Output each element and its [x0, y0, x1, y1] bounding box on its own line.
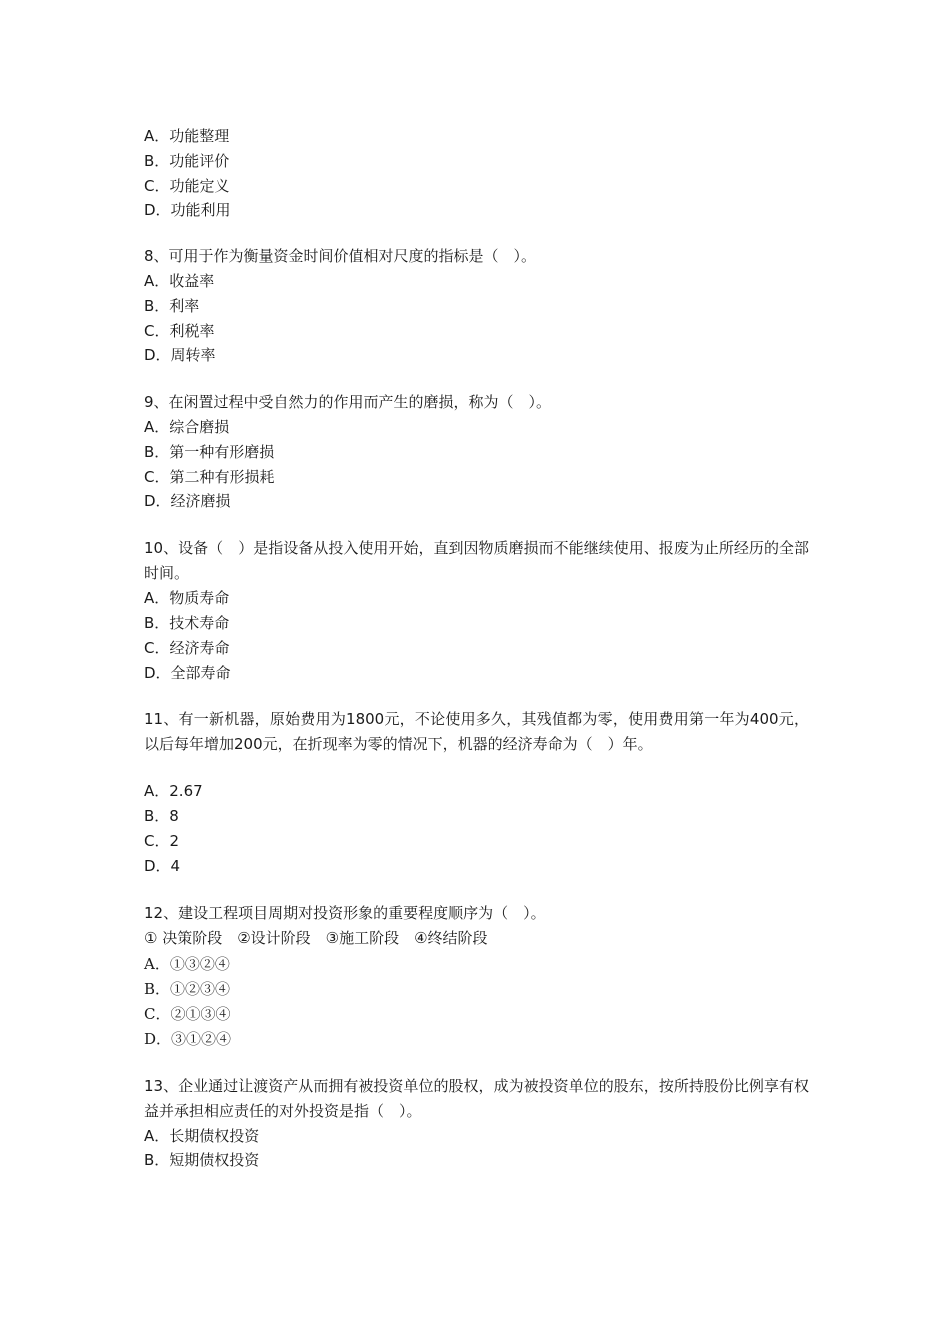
option-a: A．综合磨损	[144, 417, 230, 436]
document-page	[144, 124, 809, 1173]
option-d: D．周转率	[144, 346, 216, 365]
option-a: A．物质寿命	[144, 589, 230, 608]
option-a: A．长期债权投资	[144, 1126, 260, 1145]
spacer	[144, 368, 809, 390]
option-c: C．利税率	[144, 321, 215, 340]
question-text: 9、在闲置过程中受自然力的作用而产生的磨损，称为（ ）。	[144, 393, 552, 412]
question-13	[144, 1074, 809, 1174]
option-b: B．利率	[144, 296, 200, 315]
spacer	[144, 685, 809, 707]
q7-option-b: B．功能评价	[144, 151, 230, 170]
spacer	[144, 879, 809, 901]
question-text: 11、有一新机器，原始费用为1800元，不论使用多久，其残值都为零，使用费用第一年为400元，以后每年增加200元，在折现率为零的情况下，机器的经济寿命为（ ）年。	[144, 710, 809, 754]
option-c: C．②①③④	[144, 1004, 231, 1023]
question-8	[144, 244, 809, 368]
option-c: C．2	[144, 831, 180, 850]
option-a: A．①③②④	[144, 955, 230, 974]
option-d: D．全部寿命	[144, 663, 231, 682]
option-d: D．经济磨损	[144, 492, 231, 511]
spacer	[144, 223, 809, 244]
question-text: 12、建设工程项目周期对投资形象的重要程度顺序为（ ）。	[144, 903, 546, 922]
question-text: 10、设备（ ）是指设备从投入使用开始，直到因物质磨损而不能继续使用、报废为止所经历的全部时间。	[144, 539, 809, 583]
option-d: D．4	[144, 856, 181, 875]
option-d: D．③①②④	[144, 1029, 232, 1048]
question-text: 13、企业通过让渡资产从而拥有被投资单位的股权，成为被投资单位的股东，按所持股份比例享有权益并承担相应责任的对外投资是指（ ）。	[144, 1076, 809, 1120]
option-b: B．①②③④	[144, 980, 231, 999]
spacer	[144, 1052, 809, 1074]
option-a: A．2.67	[144, 782, 203, 801]
option-a: A．收益率	[144, 271, 215, 290]
question-9	[144, 390, 809, 514]
stage-list: ① 决策阶段 ②设计阶段 ③施工阶段 ④终结阶段	[144, 929, 488, 948]
question-11	[144, 707, 809, 878]
option-c: C．第二种有形损耗	[144, 467, 275, 486]
q7-option-d: D．功能利用	[144, 201, 231, 220]
question-10	[144, 536, 809, 685]
option-b: B．短期债权投资	[144, 1151, 260, 1170]
spacer	[144, 757, 809, 779]
option-b: B．第一种有形磨损	[144, 442, 275, 461]
question-12	[144, 901, 809, 1052]
q7-option-a: A．功能整理	[144, 127, 230, 145]
q7-options	[144, 124, 809, 223]
option-b: B．技术寿命	[144, 613, 230, 632]
spacer	[144, 514, 809, 536]
option-c: C．经济寿命	[144, 638, 230, 657]
q7-option-c: C．功能定义	[144, 176, 230, 195]
question-text: 8、可用于作为衡量资金时间价值相对尺度的指标是（ ）。	[144, 247, 537, 266]
option-b: B．8	[144, 807, 179, 826]
